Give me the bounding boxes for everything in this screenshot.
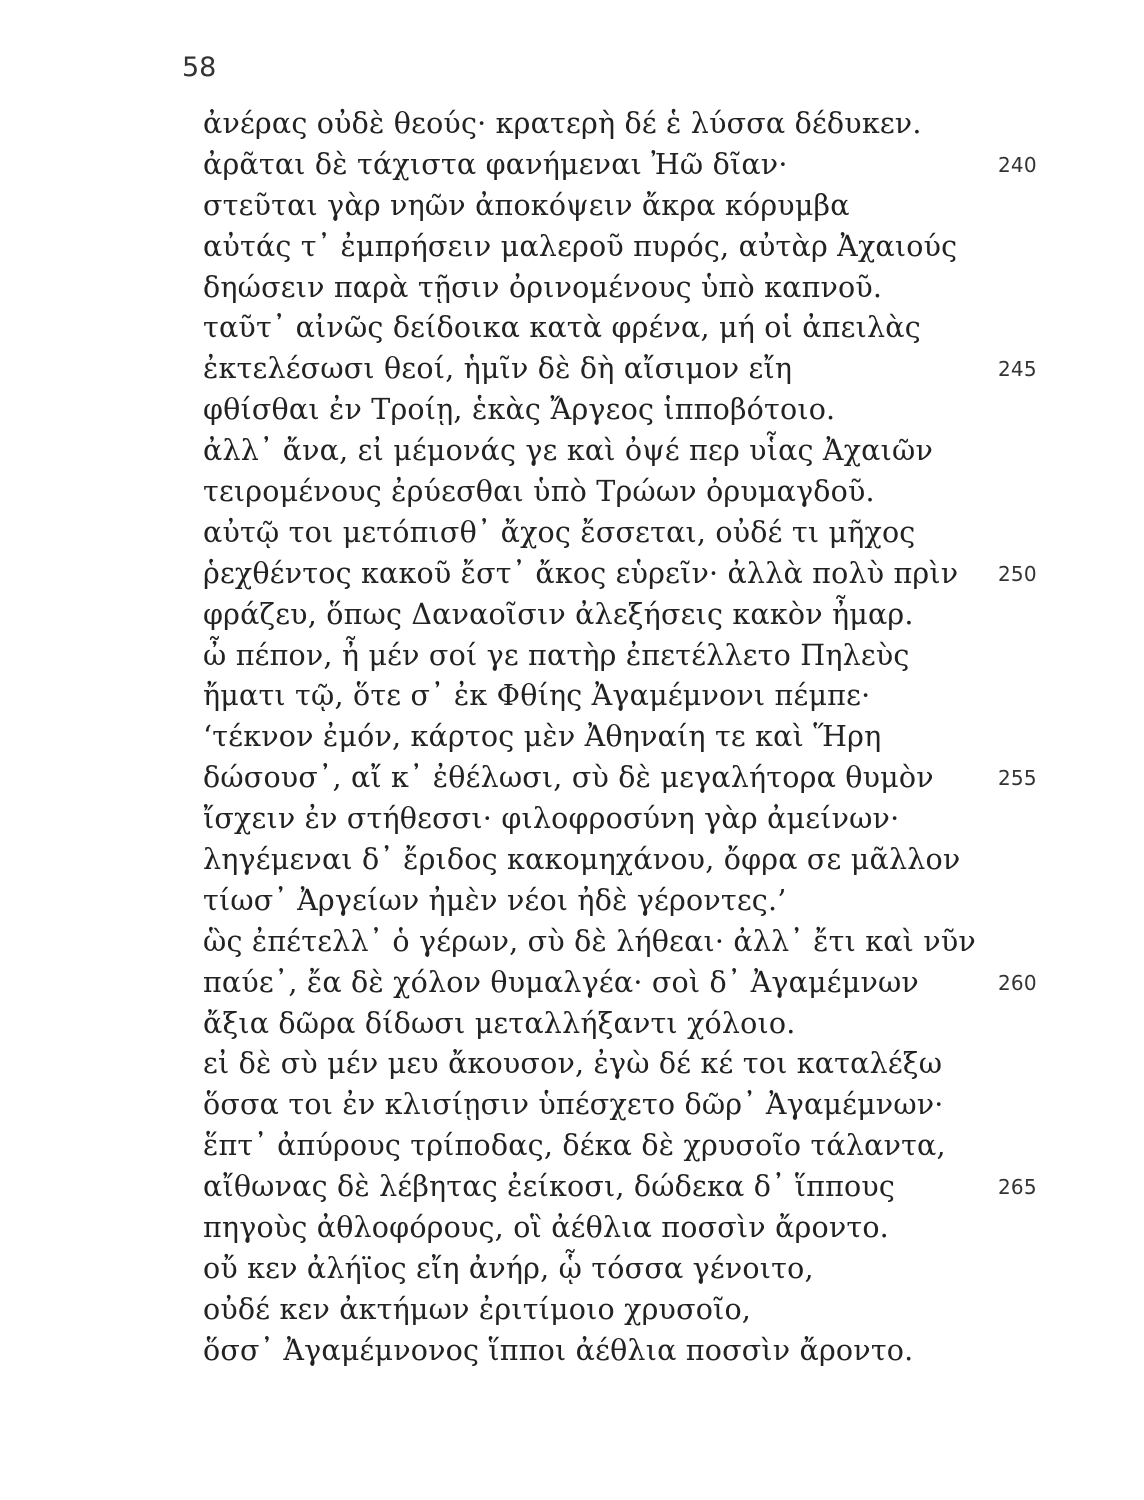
verse-line-text: αὐτῷ τοι μετόπισθ᾽ ἄχος ἔσσεται, οὐδέ τι μῆχος — [203, 515, 916, 549]
verse-line-text: ἄξια δῶρα δίδωσι μεταλλήξαντι χόλοιο. — [203, 1006, 796, 1040]
verse-line — [203, 104, 1083, 145]
line-number: 255 — [998, 766, 1037, 791]
verse-line — [203, 799, 1083, 840]
verse-line-text: δώσουσ᾽, αἴ κ᾽ ἐθέλωσι, σὺ δὲ μεγαλήτορα θυμὸν — [203, 761, 934, 795]
verse-line — [203, 1249, 1083, 1290]
verse-line — [203, 1126, 1083, 1167]
verse-line — [203, 554, 1083, 595]
verse-line-text: ὅσσα τοι ἐν κλισίῃσιν ὑπέσχετο δῶρ᾽ Ἀγαμέμνων· — [203, 1088, 944, 1122]
verse-line-text: ἀλλ᾽ ἄνα, εἰ μέμονάς γε καὶ ὀψέ περ υἷας Ἀχαιῶν — [203, 434, 933, 468]
verse-line-text: αἴθωνας δὲ λέβητας ἐείκοσι, δώδεκα δ᾽ ἵππους — [203, 1170, 896, 1204]
verse-line-text: φθίσθαι ἐν Τροίῃ, ἑκὰς Ἄργεος ἱπποβότοιο. — [203, 393, 836, 427]
verse-line-text: ὣς ἐπέτελλ᾽ ὁ γέρων, σὺ δὲ λήθεαι· ἀλλ᾽ ἔτι καὶ νῦν — [203, 924, 976, 958]
verse-line-text: ὦ πέπον, ἦ μέν σοί γε πατὴρ ἐπετέλλετο Πηλεὺς — [203, 638, 910, 672]
verse-line — [203, 595, 1083, 636]
verse-text — [203, 104, 1083, 1372]
verse-line-text: τίωσ᾽ Ἀργείων ἠμὲν νέοι ἠδὲ γέροντες.’ — [203, 883, 787, 917]
verse-line — [203, 227, 1083, 268]
verse-line-text: δηώσειν παρὰ τῇσιν ὀρινομένους ὑπὸ καπνοῦ. — [203, 270, 883, 304]
verse-line — [203, 1290, 1083, 1331]
verse-line-text: τειρομένους ἐρύεσθαι ὑπὸ Τρώων ὀρυμαγδοῦ. — [203, 475, 875, 509]
verse-line-text: ἀνέρας οὐδὲ θεούς· κρατερὴ δέ ἑ λύσσα δέδυκεν. — [203, 107, 922, 140]
verse-line — [203, 1208, 1083, 1249]
line-number: 250 — [998, 561, 1037, 586]
verse-line-text: εἰ δὲ σὺ μέν μευ ἄκουσον, ἐγὼ δέ κέ τοι καταλέξω — [203, 1047, 943, 1081]
verse-line-text: ἕπτ᾽ ἀπύρους τρίποδας, δέκα δὲ χρυσοῖο τάλαντα, — [203, 1129, 946, 1163]
verse-line-text: αὐτάς τ᾽ ἐμπρήσειν μαλεροῦ πυρός, αὐτὰρ Ἀχαιούς — [203, 229, 958, 263]
verse-line — [203, 472, 1083, 513]
verse-line-text: ὅσσ᾽ Ἀγαμέμνονος ἵπποι ἀέθλια ποσσὶν ἄροντο. — [203, 1333, 914, 1367]
verse-line — [203, 390, 1083, 431]
verse-line-text: ἴσχειν ἐν στήθεσσι· φιλοφροσύνη γὰρ ἀμείνων· — [203, 802, 900, 836]
verse-line-text: ταῦτ᾽ αἰνῶς δείδοικα κατὰ φρένα, μή οἱ ἀπειλὰς — [203, 311, 921, 345]
verse-line — [203, 513, 1083, 554]
verse-line-text: ῥεχθέντος κακοῦ ἔστ᾽ ἄκος εὑρεῖν· ἀλλὰ πολὺ πρὶν — [203, 556, 959, 590]
verse-line — [203, 1085, 1083, 1126]
verse-line — [203, 308, 1083, 349]
line-number: 260 — [998, 970, 1037, 995]
verse-line-text: ἤματι τῷ, ὅτε σ᾽ ἐκ Φθίης Ἀγαμέμνονι πέμπε· — [203, 679, 871, 713]
verse-line — [203, 717, 1083, 758]
verse-line — [203, 349, 1083, 390]
verse-line — [203, 186, 1083, 227]
verse-line — [203, 1331, 1083, 1372]
verse-line-text: φράζευ, ὅπως Δαναοῖσιν ἀλεξήσεις κακὸν ἦμαρ. — [203, 597, 914, 631]
verse-line-text: ‘τέκνον ἐμόν, κάρτος μὲν Ἀθηναίη τε καὶ Ἥρη — [203, 720, 882, 754]
line-number: 245 — [998, 357, 1037, 382]
verse-line-text: πηγοὺς ἀθλοφόρους, οἳ ἀέθλια ποσσὶν ἄροντο. — [203, 1211, 889, 1245]
verse-line-text: ληγέμεναι δ᾽ ἔριδος κακομηχάνου, ὄφρα σε μᾶλλον — [203, 843, 961, 877]
verse-line — [203, 636, 1083, 677]
page-number: 58 — [182, 52, 217, 83]
verse-line — [203, 268, 1083, 309]
verse-line-text: ἀρᾶται δὲ τάχιστα φανήμεναι Ἠῶ δῖαν· — [203, 147, 788, 181]
verse-line — [203, 1004, 1083, 1045]
verse-line — [203, 840, 1083, 881]
verse-line — [203, 431, 1083, 472]
verse-line — [203, 881, 1083, 922]
verse-line — [203, 1167, 1083, 1208]
verse-line-text: οὔ κεν ἀλήϊος εἴη ἀνήρ, ᾧ τόσσα γένοιτο, — [203, 1251, 814, 1285]
line-number: 265 — [998, 1175, 1037, 1200]
verse-line — [203, 758, 1083, 799]
verse-line — [203, 145, 1083, 186]
verse-line — [203, 676, 1083, 717]
verse-line-text: στεῦται γὰρ νηῶν ἀποκόψειν ἄκρα κόρυμβα — [203, 188, 850, 222]
verse-line-text: ἐκτελέσωσι θεοί, ἡμῖν δὲ δὴ αἴσιμον εἴη — [203, 352, 793, 386]
verse-line — [203, 963, 1083, 1004]
verse-line — [203, 922, 1083, 963]
verse-line — [203, 1044, 1083, 1085]
line-number: 240 — [998, 152, 1037, 177]
verse-line-text: οὐδέ κεν ἀκτήμων ἐριτίμοιο χρυσοῖο, — [203, 1292, 752, 1326]
verse-line-text: παύε᾽, ἔα δὲ χόλον θυμαλγέα· σοὶ δ᾽ Ἀγαμέμνων — [203, 965, 919, 999]
